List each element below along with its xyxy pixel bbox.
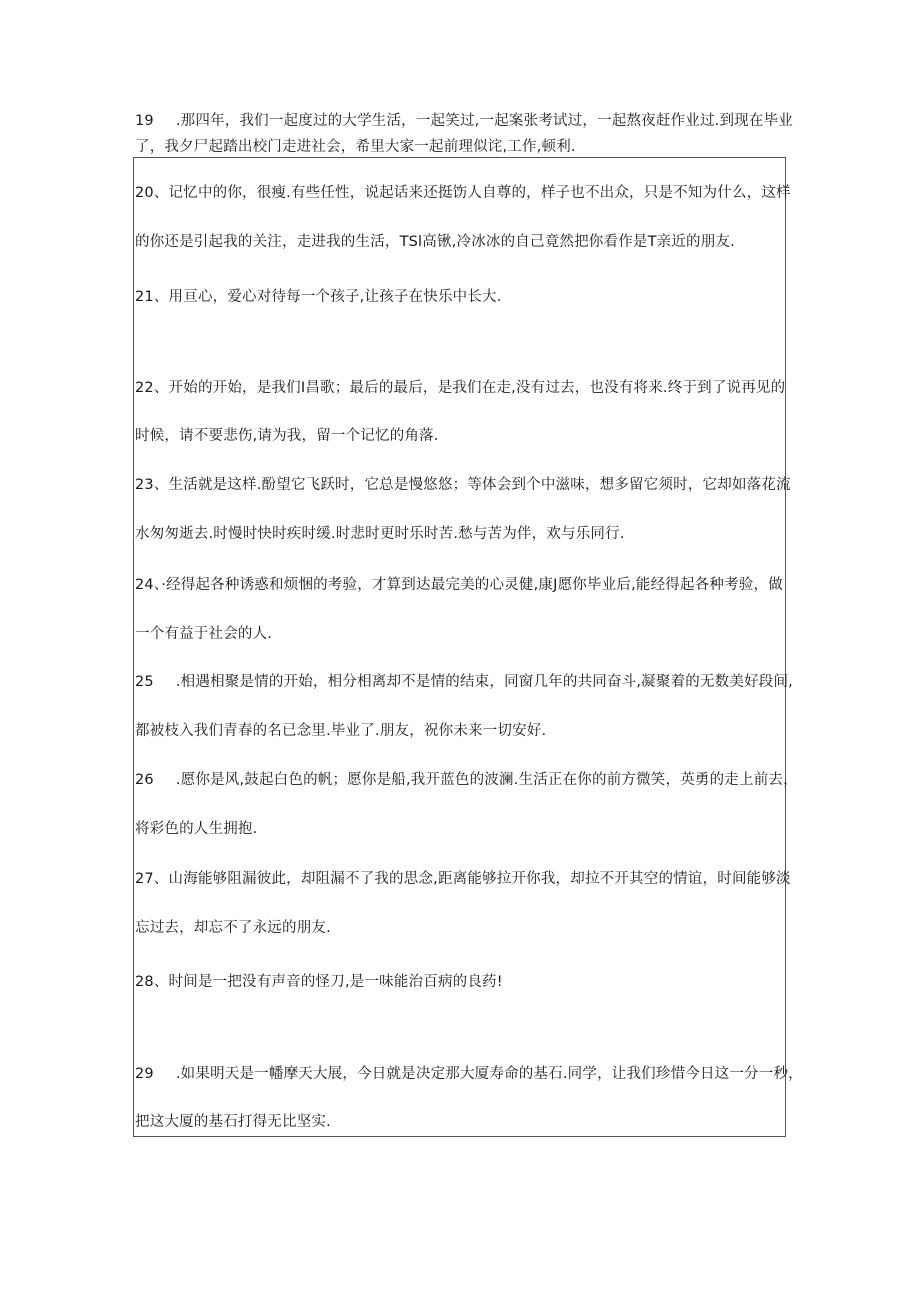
entry-25-line-1 <box>135 672 793 692</box>
entry-text: .相遇相聚是情的开始，相分相离却不是情的结束，同窗几年的共同奋斗,凝聚着的无数美好段间, <box>175 674 793 690</box>
entry-27-line-1: 27、山海能够阻漏彼此，却阻漏不了我的思念,距离能够拉开你我，却拉不开其空的情谊，时间能够淡 <box>135 871 791 887</box>
entry-22-line-2: 时候，请不要悲伤,请为我，留一个记忆的角落. <box>135 428 439 444</box>
entry-number: 26 <box>135 772 154 788</box>
entry-21-line-1: 21、用亘心，爱心对待每一个孩子,让孩子在快乐中长大. <box>135 289 502 305</box>
entry-29-line-1 <box>135 1064 803 1084</box>
entry-19-line-2: 了，我夕尸起踏出校门走进社会，希里大家一起前理似诧,工作,顿利. <box>135 139 576 155</box>
entry-23-line-2: 水匆匆逝去.时慢时快时疾时缓.时悲时更时乐时苦.愁与苦为伴，欢与乐同行. <box>135 526 625 542</box>
entry-number: 19 <box>135 113 154 129</box>
entry-number: 29 <box>135 1066 154 1082</box>
entry-24-line-1: 24、·经得起各种诱惑和烦悃的考验，才算到达最完美的心灵健,康J愿你毕业后,能经得起各种考验，做 <box>135 577 783 593</box>
entry-number: 25 <box>135 674 154 690</box>
entry-22-line-1: 22、开始的开始，是我们I昌歌；最后的最后，是我们在走,没有过去，也没有将来.终于到了说再见的 <box>135 380 786 396</box>
entry-28-line-1: 28、时间是一把没有声音的怪刀,是一味能治百病的良药! <box>135 974 503 990</box>
entry-text: .愿你是风,鼓起白色的帆；愿你是船,我开蓝色的波澜.生活正在你的前方微笑，英勇的走上前去， <box>175 772 798 788</box>
entry-text: .如果明天是一幡摩天大展，今日就是决定那大厦寿命的基石.同学，让我们珍惜今日这一分一秒， <box>175 1066 803 1082</box>
entry-24-line-2: 一个有益于社会的人. <box>135 626 273 642</box>
entry-27-line-2: 忘过去，却忘不了永远的朋友. <box>135 920 331 936</box>
entry-23-line-1: 23、生活就是这样.酚望它飞跃时，它总是慢悠悠；等体会到个中滋味，想多留它须时，它却如落花流 <box>135 477 791 493</box>
entry-25-line-2: 都被枝入我们青春的名已念里.毕业了.朋友，祝你未来一切安好. <box>135 723 547 739</box>
entry-20-line-2: 的你还是引起我的关注，走进我的生活，TSl高锹,冷冰冰的自己竟然把你看作是T亲近的朋友. <box>135 234 735 250</box>
entry-29-line-2: 把这大厦的基石打得无比坚实. <box>135 1114 331 1130</box>
entry-26-line-1 <box>135 770 798 790</box>
entry-19-line-1 <box>135 111 793 131</box>
entry-text: .那四年，我们一起度过的大学生活，一起笑过,一起案张考试过，一起熬夜赶作业过.到现在毕业 <box>175 113 793 129</box>
entry-20-line-1: 20、记忆中的你，很瘦.有些任性，说起话来还挺饬人自尊的，样子也不出众，只是不知为什么，这样 <box>135 185 791 201</box>
entry-26-line-2: 将彩色的人生拥抱. <box>135 821 258 837</box>
